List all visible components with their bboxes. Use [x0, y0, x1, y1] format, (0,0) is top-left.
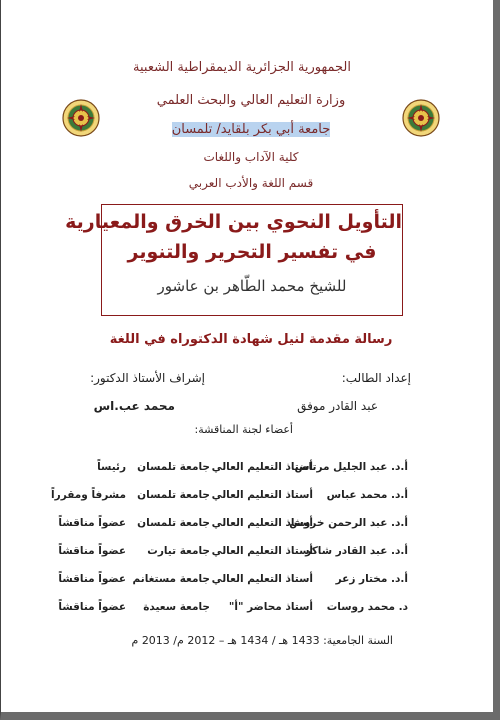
ministry-line: وزارة التعليم العالي والبحث العلمي — [156, 93, 346, 108]
committee-name: أ.د. عبد الرحمن خروش — [289, 517, 408, 529]
committee-role: رئيساً — [97, 461, 126, 473]
committee-role: عضواً مناقشاً — [58, 545, 126, 557]
committee-name: أ.د. محمد عباس — [326, 489, 408, 501]
title-box — [65, 204, 403, 316]
department-line: قسم اللغة والأدب العربي — [188, 176, 314, 190]
committee-rank: أستاذ التعليم العالي — [211, 489, 313, 501]
committee-name: أ.د. عبد القادر شاكر — [305, 545, 408, 557]
committee-name: د. محمد روسات — [326, 601, 408, 613]
prepared-by-label: إعداد الطالب: — [341, 371, 411, 385]
committee-rank: أستاذ التعليم العالي — [211, 573, 313, 585]
supervisor-label: إشراف الأستاذ الدكتور: — [90, 371, 205, 385]
republic-line: الجمهورية الجزائرية الديمقراطية الشعبية — [133, 60, 351, 75]
thesis-note: رسالة مقدمة لنيل شهادة الدكتوراه في اللغة — [109, 332, 393, 347]
title-line-2: في تفسير التحرير والتنوير — [127, 241, 377, 263]
committee-university: جامعة تيارت — [147, 545, 210, 557]
title-line-1: التأويل النحوي بين الخرق والمعيارية — [65, 211, 402, 233]
student-name: عبد القادر موفق — [297, 399, 378, 413]
committee-rank: أستاذ محاضر "أ" — [228, 601, 313, 613]
committee-name: أ.د. عبد الجليل مرتاض — [294, 461, 408, 473]
university-line — [151, 122, 351, 137]
committee-university: جامعة مستغانم — [132, 573, 210, 585]
faculty-line: كلية الآداب واللغات — [203, 150, 299, 164]
committee-university: جامعة تلمسان — [137, 489, 210, 501]
university-name: جامعة أبي بكر بلقايد/ تلمسان — [171, 122, 331, 137]
committee-university: جامعة سعيدة — [143, 601, 210, 613]
committee-role: عضواً مناقشاً — [58, 517, 126, 529]
committee-rank: أستاذ التعليم العالي — [211, 461, 313, 473]
committee-name: أ.د. مختار زعر — [335, 573, 408, 585]
committee-university: جامعة تلمسان — [137, 517, 210, 529]
committee-role: مشرفاً ومقرراً — [51, 489, 126, 501]
academic-year: السنة الجامعية: 1433 هـ / 1434 هـ – 2012 م/ 2013 م — [131, 634, 393, 647]
committee-rank: أستاذ التعليم العالي — [211, 517, 313, 529]
university-emblem-icon — [401, 98, 441, 138]
title-line-3: للشيخ محمد الطّاهر بن عاشور — [157, 277, 347, 295]
committee-university: جامعة تلمسان — [137, 461, 210, 473]
committee-label: أعضاء لجنة المناقشة: — [194, 423, 293, 436]
committee-role: عضواً مناقشاً — [58, 573, 126, 585]
committee-role: عضواً مناقشاً — [58, 601, 126, 613]
supervisor-name: محمد عب.اس — [93, 399, 175, 413]
committee-rank: أستاذ التعليم العالي — [211, 545, 313, 557]
university-emblem-icon — [61, 98, 101, 138]
